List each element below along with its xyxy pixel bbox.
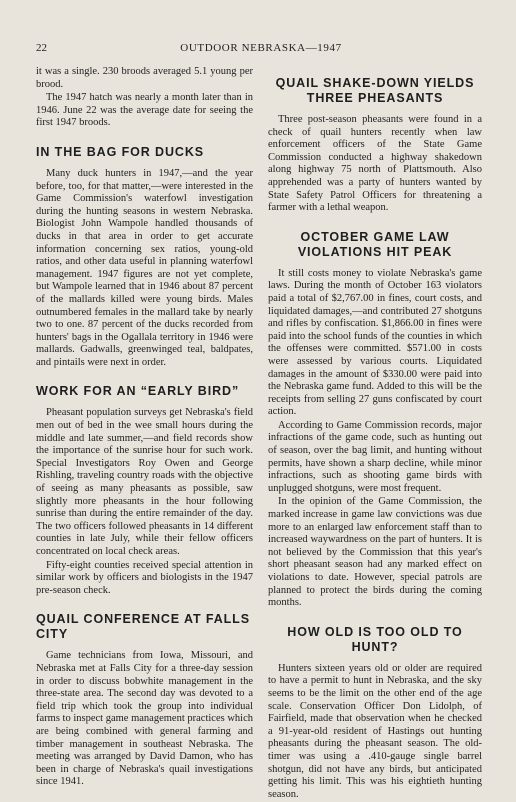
article-heading-how-old: HOW OLD IS TOO OLD TO HUNT? <box>287 624 463 654</box>
right-column <box>268 66 482 802</box>
article-heading-october-violations: OCTOBER GAME LAW VIOLATIONS HIT PEAK <box>297 229 453 259</box>
paragraph: Three post-season pheasants were found in a check of quail hunters recently when law enforcement officers of the State Game Commission conducted a highway shakedown along highway 75 north of Plattsmouth. Also apprehended was a party of hunters wanted by State Safety Patrol Officers for threatening a farmer with a lethal weapon. <box>268 114 482 214</box>
article-heading-quail-conference: QUAIL CONFERENCE AT FALLS CITY <box>36 612 250 642</box>
paragraph: it was a single. 230 broods averaged 5.1 young per brood. <box>36 66 253 90</box>
paragraph: Game technicians from Iowa, Missouri, and Nebraska met at Falls City for a three-day session in order to discuss bobwhite management in the three-state area. The second day was devoted to a field trip which took the group into individual farms to inspect game management practices which are being combined with general farming and timber management in southeast Nebraska. The meeting was arranged by David Damon, who has been in charge of Nebraska's quail investigations since 1941. <box>36 650 253 788</box>
left-column <box>36 66 253 790</box>
running-title: OUTDOOR NEBRASKA—1947 <box>180 42 342 54</box>
article-heading-quail-shakedown: QUAIL SHAKE-DOWN YIELDS THREE PHEASANTS <box>275 76 475 105</box>
paragraph: Pheasant population surveys get Nebraska's field men out of bed in the wee small hours during the middle and late summer,—and field records show the importance of the sunrise hour for such work. Special Investigators Roy Owen and George Rishling, traveling country roads with the objective of seeing as many pheasants as possible, saw slightly more pheasants in the hour following sunrise than during the entire remainder of the day. The two officers followed pheasants in 14 different counties in late July, while their fellow officers concentrated on local check areas. <box>36 407 253 557</box>
paragraph: The 1947 hatch was nearly a month later than in 1946. June 22 was the average date for seeing the first 1947 broods. <box>36 92 253 129</box>
article-heading-bag-for-ducks: IN THE BAG FOR DUCKS <box>36 144 204 159</box>
paragraph: According to Game Commission records, major infractions of the game code, such as hunting out of season, over the bag limit, and hunting without permits, have shown a sharp decline, while minor infractions, such as shooting game birds with unplugged shotguns, were most frequent. <box>268 419 482 494</box>
paragraph: Fifty-eight counties received special attention in similar work by officers and biologists in the 1947 pre-season check. <box>36 559 253 596</box>
paragraph: In the opinion of the Game Commission, the marked increase in game law convictions was due more to an enlarged law enforcement staff than to increased waywardness on the part of hunters. It is not believed by the Commission that this year's short pheasant season had any marked effect on violations to date. However, special patrols are planned to protect the birds during the coming months. <box>268 496 482 609</box>
page-number: 22 <box>36 42 47 54</box>
article-heading-early-bird: WORK FOR AN “EARLY BIRD” <box>36 384 240 399</box>
paragraph: Hunters sixteen years old or older are required to have a permit to hunt in Nebraska, and the sky seems to be the limit on the other end of the age scale. Conservation Officer Don Lidolph, of Fairfield, made that observation when he checked a 91-year-old resident of Hastings out hunting pheasants during the pheasant season. The old-timer was using a .410-gauge single barrel shotgun, did not have any birds, but anticipated getting his limit. This was his eightieth hunting season. <box>268 662 482 800</box>
paragraph: It still costs money to violate Nebraska's game laws. During the month of October 163 violators paid a total of $2,767.00 in fines, court costs, and liquidated damages,—and contributed 27 shotguns and rifles by confiscation. $1,866.00 in fines were paid into the school funds of the counties in which the offenses were committed. $571.00 in costs were assessed by various courts. Liquidated damages in the amount of $330.00 were paid into the Nebraska game fund. Added to this will be the receipts from selling 27 guns confiscated by court action. <box>268 267 482 418</box>
paragraph: Many duck hunters in 1947,—and the year before, too, for that matter,—were interested in the Game Commission's waterfowl investigation during the hunting seasons in western Nebraska. Biologist John Wampole handled thousands of ducks in that area in order to get accurate information concerning sex ratios, young-old ratios, and other data useful in planning waterfowl management. 1947 figures are not yet complete, but Wampole learned that in 1946 about 87 percent of the mallards killed were young birds. Males outnumbered females in the mallard take by nearly two to one. 87 percent of the ducks recorded from hunters' bags in the Ogallala territory in 1946 were mallards. Gadwalls, greenwinged teal, baldpates, and pintails were next in order. <box>36 167 253 368</box>
page-header <box>36 42 486 56</box>
